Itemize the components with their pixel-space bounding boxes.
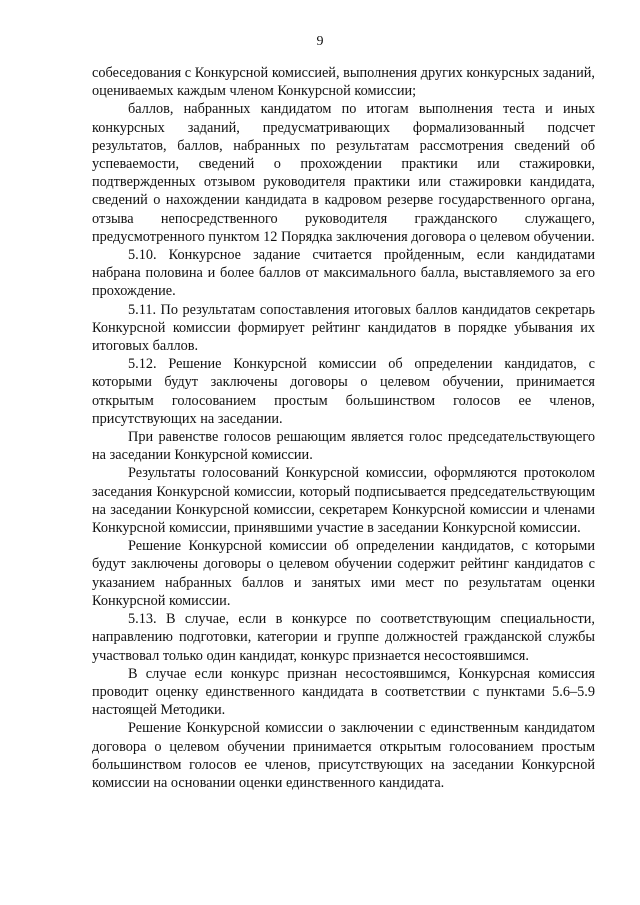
- paragraph: 5.10. Конкурсное задание считается пройденным, если кандидатами набрана половина и более баллов от максимального балла, выставляемого за его прохождение.: [92, 247, 595, 300]
- paragraph: баллов, набранных кандидатом по итогам выполнения теста и иных конкурсных заданий, предусматривающих формализованный подсчет результатов, баллов, набранных по результатам рассмотрения сведений об успеваемости, сведений о прохождении практики или стажировки, подтвержденных отзывом руководителя практики или стажировки кандидата, сведений о нахождении кандидата в кадровом резерве государственного органа, отзыва непосредственного руководителя гражданского служащего, предусмотренного пунктом 12 Порядка заключения договора о целевом обучении.: [92, 101, 595, 245]
- paragraph: 5.11. По результатам сопоставления итоговых баллов кандидатов секретарь Конкурсной комиссии формирует рейтинг кандидатов в порядке убывания их итоговых баллов.: [92, 301, 595, 355]
- page-number: 9: [316, 34, 324, 49]
- document-body: [92, 64, 595, 792]
- paragraph: 5.12. Решение Конкурсной комиссии об определении кандидатов, с которыми будут заключены договоры о целевом обучении, принимается открытым голосованием простым большинством голосов ее членов, присутствующих на заседании.: [92, 356, 595, 427]
- paragraph: Решение Конкурсной комиссии о заключении с единственным кандидатом договора о целевом обучении принимается открытым голосованием простым большинством голосов ее членов, присутствующих на заседании Конкурсной комиссии на основании оценки единственного кандидата.: [92, 720, 595, 791]
- paragraph: Решение Конкурсной комиссии об определении кандидатов, с которыми будут заключены договоры о целевом обучении содержит рейтинг кандидатов с указанием набранных баллов и занятых ими мест по результатам оценки Конкурсной комиссии.: [92, 538, 595, 609]
- paragraph: 5.13. В случае, если в конкурсе по соответствующим специальности, направлению подготовки, категории и группе должностей гражданской службы участвовал только один кандидат, конкурс признается несостоявшимся.: [92, 611, 595, 664]
- paragraph: При равенстве голосов решающим является голос председательствующего на заседании Конкурсной комиссии.: [92, 429, 595, 464]
- paragraph: Результаты голосований Конкурсной комиссии, оформляются протоколом заседания Конкурсной комиссии, который подписывается председательствующим на заседании Конкурсной комиссии, секретарем Конкурсной комиссии и членами Конкурсной комиссии, принявшими участие в заседании Конкурсной комиссии.: [92, 465, 595, 537]
- paragraph: В случае если конкурс признан несостоявшимся, Конкурсная комиссия проводит оценку единственного кандидата в соответствии с пунктами 5.6–5.9 настоящей Методики.: [92, 665, 595, 719]
- paragraph: собеседования с Конкурсной комиссией, выполнения других конкурсных заданий, оцениваемых каждым членом Конкурсной комиссии;: [92, 65, 595, 100]
